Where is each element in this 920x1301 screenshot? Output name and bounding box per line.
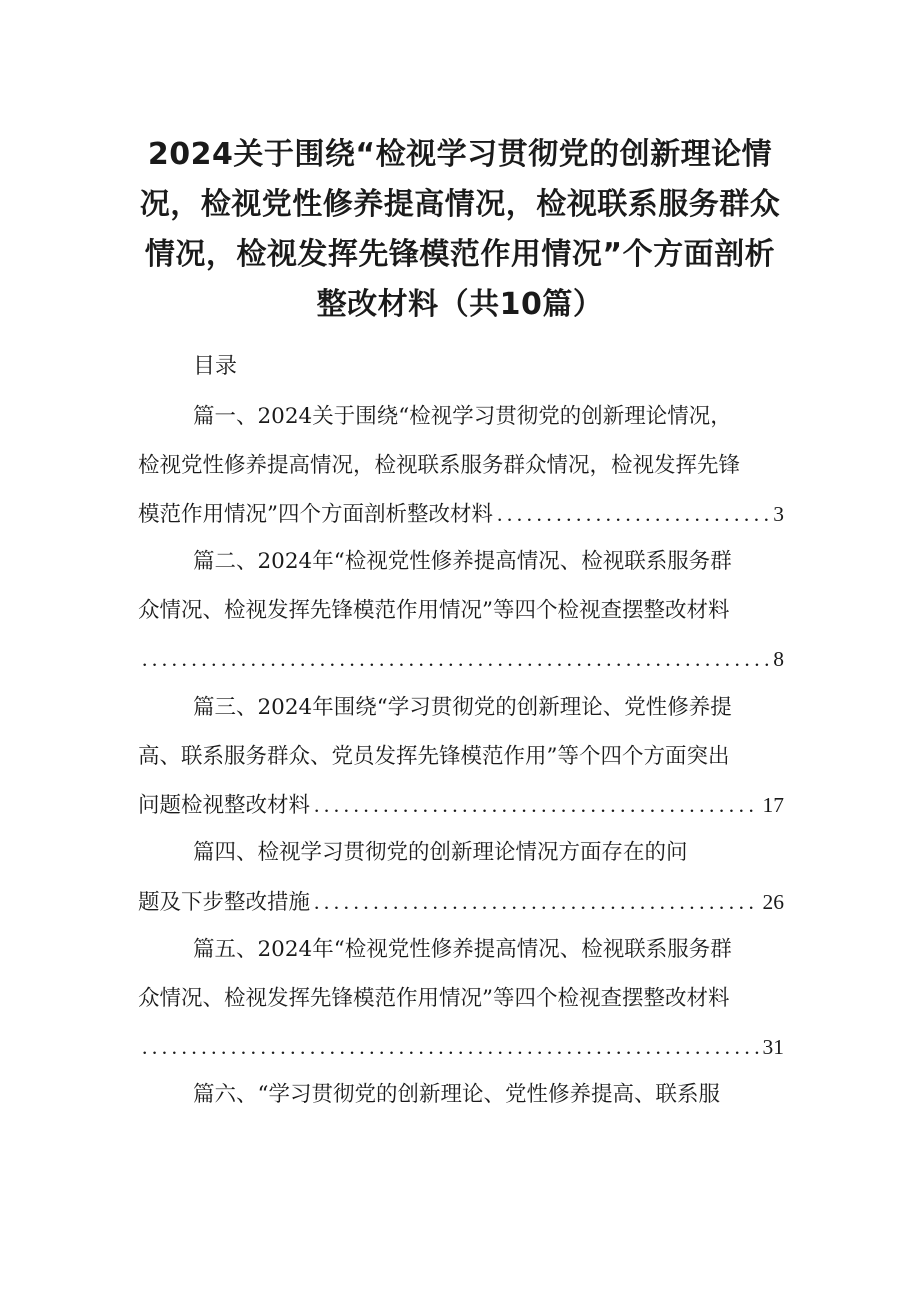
toc-entry-line: 篇一、2024关于围绕“检视学习贯彻党的创新理论情况， [193, 404, 732, 429]
toc-entry-5[interactable] [138, 926, 784, 1072]
toc-entry-line: 篇三、2024年围绕“学习贯彻党的创新理论、党性修养提 [193, 695, 732, 720]
toc-page-number: 31 [762, 1035, 784, 1059]
toc-entry-line: 篇六、“学习贯彻党的创新理论、党性修养提高、联系服 [193, 1082, 720, 1107]
toc-page-number: 26 [762, 889, 784, 914]
dot-leader [314, 781, 758, 830]
toc-entry-line: 众情况、检视发挥先锋模范作用情况”等四个检视查摆整改材料 [138, 597, 730, 623]
toc-entry-line: 检视党性修养提高情况，检视联系服务群众情况，检视发挥先锋 [138, 452, 741, 478]
toc-entry-last-line [138, 1023, 784, 1072]
toc-entry-line: 众情况、检视发挥先锋模范作用情况”等四个检视查摆整改材料 [138, 985, 730, 1011]
toc-entry-6[interactable] [138, 1071, 784, 1120]
toc-entry-3[interactable] [138, 684, 784, 831]
toc-entry-line: 高、联系服务群众、党员发挥先锋模范作用”等个四个方面突出 [138, 743, 730, 769]
toc-entry-line: 篇二、2024年“检视党性修养提高情况、检视联系服务群 [193, 549, 732, 574]
toc-entry-last-line [138, 635, 784, 684]
dot-leader [314, 878, 758, 927]
document-title: 2024关于围绕“检视学习贯彻党的创新理论情况，检视党性修养提高情况，检视联系服务群众情况，检视发挥先锋模范作用情况”个方面剖析整改材料（共10篇） [139, 137, 781, 322]
dot-leader [497, 490, 769, 539]
toc-entry-line: 篇四、检视学习贯彻党的创新理论情况方面存在的问 [193, 840, 688, 865]
toc-entry-4[interactable] [138, 829, 784, 927]
toc-page-number: 17 [762, 793, 784, 817]
toc-page-number: 3 [773, 502, 784, 526]
toc-entry-last-line [138, 490, 784, 540]
toc-entry-2[interactable] [138, 538, 784, 684]
toc-page-number: 8 [773, 647, 784, 671]
toc-entry-text: 题及下步整改措施 [138, 889, 311, 915]
toc-entry-text: 问题检视整改材料 [138, 793, 311, 818]
toc-heading: 目录 [193, 354, 238, 379]
toc-entry-last-line [138, 781, 784, 831]
toc-entry-text: 模范作用情况”四个方面剖析整改材料 [138, 502, 493, 527]
toc-entry-1[interactable] [138, 393, 784, 540]
toc-entry-last-line [138, 878, 784, 928]
dot-leader [142, 1023, 759, 1072]
toc-entry-line: 篇五、2024年“检视党性修养提高情况、检视联系服务群 [193, 937, 732, 962]
dot-leader [142, 635, 769, 684]
